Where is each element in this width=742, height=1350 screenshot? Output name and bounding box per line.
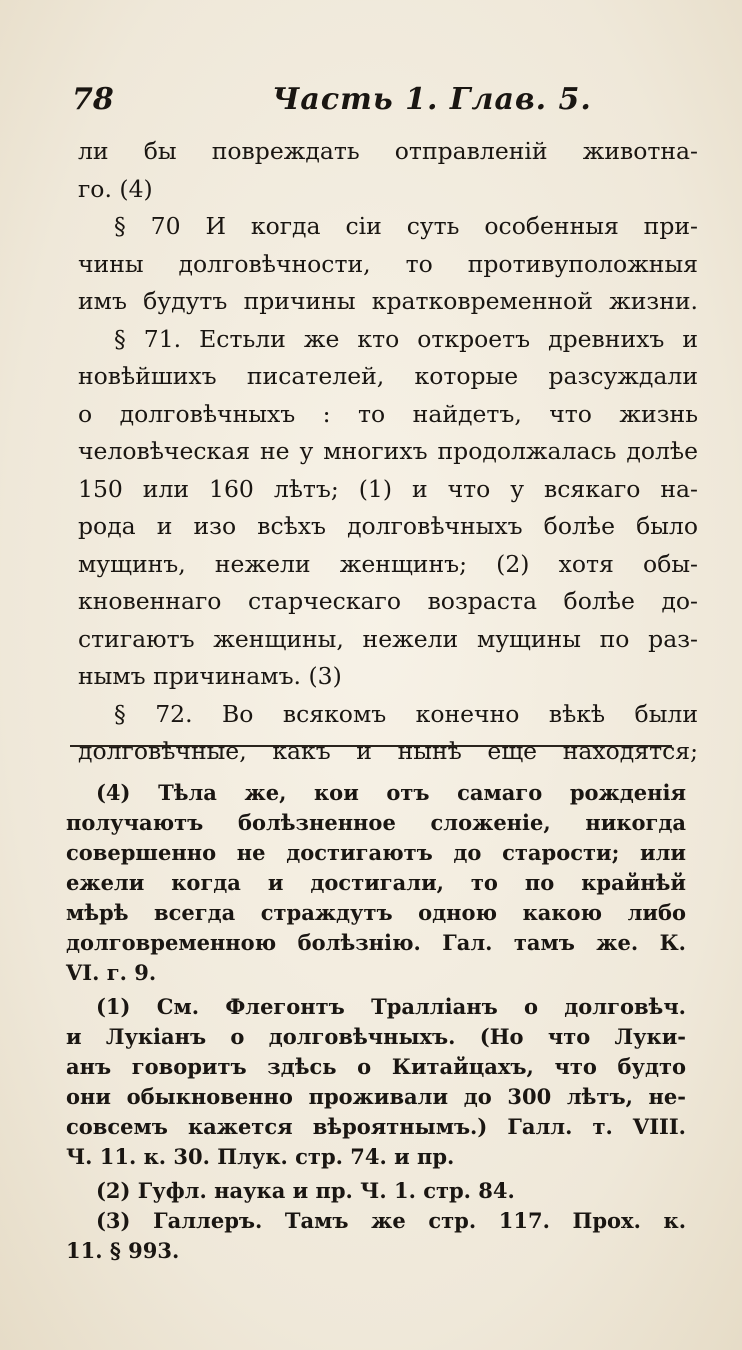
main-text — [78, 133, 698, 771]
text-line: долговѣчные, какъ и нынѣ еще находятся; — [78, 737, 698, 765]
text-line: рода и изо всѣхъ долговѣчныхъ болѣе было — [78, 512, 698, 540]
text-line: мущинъ, нежели женщинъ; (2) хотя обы- — [78, 549, 698, 578]
page-header — [72, 82, 642, 122]
footnote-2: (2) Гуфл. наука и пр. Ч. 1. стр. 84. — [96, 1178, 515, 1203]
footnote-1: (1) См. Флегонтъ Траллiанъ о долговѣч. — [96, 994, 686, 1019]
text-line: нымъ причинамъ. (3) — [78, 662, 342, 690]
footnote-line: совершенно не достигаютъ до старости; или — [66, 840, 686, 865]
footnote-line: мѣрѣ всегда страждутъ одною какою либо — [66, 900, 686, 925]
page-number: 78 — [72, 82, 114, 117]
paragraph-70-start: § 70 И когда сіи суть особенныя при- — [114, 212, 698, 240]
text-line: 150 или 160 лѣтъ; (1) и что у всякаго на- — [78, 474, 698, 503]
text-line: имъ будутъ причины кратковременной жизни. — [78, 287, 698, 315]
footnote-line: и Лукiанъ о долговѣчныхъ. (Но что Луки- — [66, 1024, 686, 1049]
footnote-line: совсемъ кажется вѣроятнымъ.) Галл. т. VIII. — [66, 1114, 686, 1139]
footnote-line: 11. § 993. — [66, 1238, 180, 1263]
text-line: новѣйшихъ писателей, которые разсуждали — [78, 362, 698, 390]
paragraph-71-start: § 71. Естьли же кто откроетъ древнихъ и — [114, 324, 698, 353]
footnote-line: ежели когда и достигали, то по крайнѣй — [66, 870, 686, 895]
footnote-separator — [70, 745, 672, 747]
footnote-4: (4) Тѣла же, кои отъ самаго рожденія — [96, 780, 686, 805]
text-line: кновеннаго старческаго возраста болѣе до- — [78, 587, 698, 615]
text-line: стигаютъ женщины, нежели мущины по раз- — [78, 624, 698, 653]
footnote-3: (3) Галлеръ. Тамъ же стр. 117. Прох. к. — [96, 1208, 686, 1233]
footnote-line: получаютъ болѣзненное сложеніе, никогда — [66, 810, 686, 835]
text-line: человѣческая не у многихъ продолжалась долѣе — [78, 437, 698, 465]
text-line: ли бы повреждать отправленій животна- — [78, 137, 698, 165]
text-line: о долговѣчныхъ : то найдетъ, что жизнь — [78, 399, 698, 428]
running-title: Часть 1. Глав. 5. — [272, 82, 592, 117]
paragraph-72-start: § 72. Во всякомъ конечно вѣкѣ были — [114, 699, 698, 728]
footnote-line: они обыкновенно проживали до 300 лѣтъ, не- — [66, 1084, 686, 1109]
footnote-line: VI. г. 9. — [66, 960, 157, 985]
footnote-line: долговременною болѣзнію. Гал. тамъ же. К. — [66, 930, 686, 955]
footnote-line: Ч. 11. к. 30. Плук. стр. 74. и пр. — [66, 1144, 455, 1169]
footnote-line: анъ говоритъ здѣсь о Китайцахъ, что будто — [66, 1054, 686, 1079]
text-line: го. (4) — [78, 174, 153, 203]
text-line: чины долговѣчности, то противуположныя — [78, 249, 698, 278]
footnotes — [66, 778, 686, 1266]
